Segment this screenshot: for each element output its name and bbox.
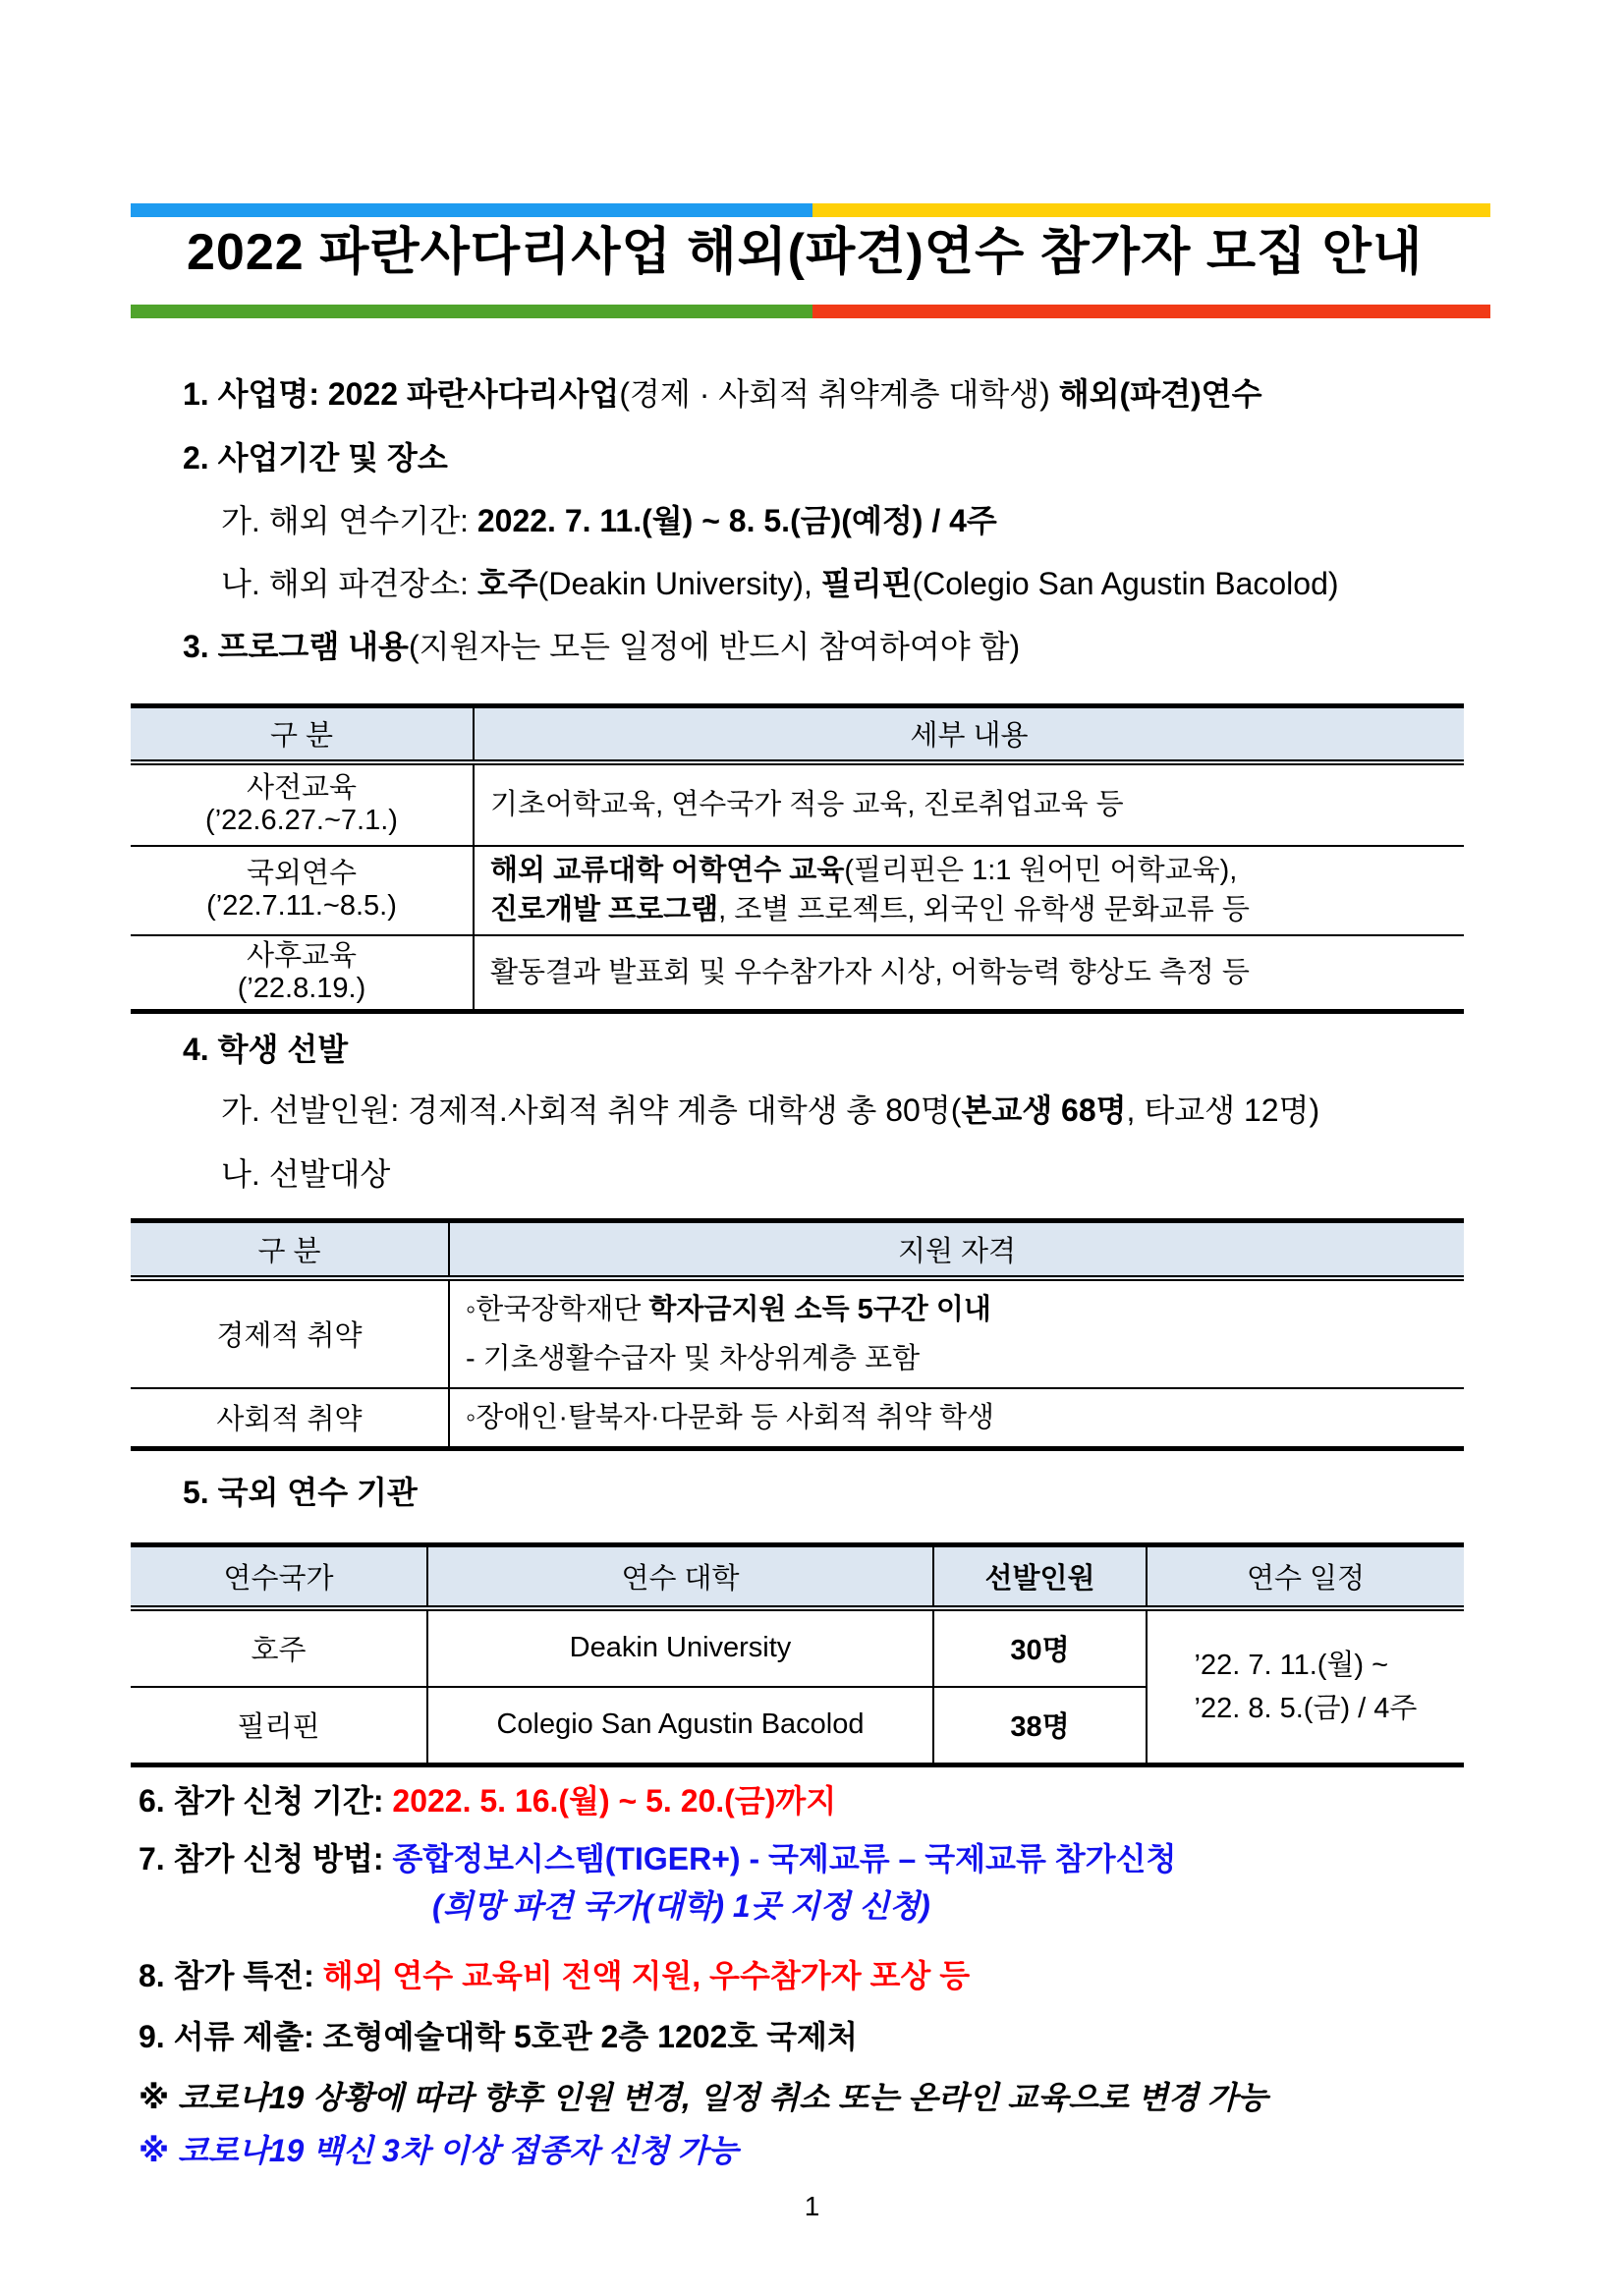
- economic-qualification-line-2: - 기초생활수급자 및 차상위계층 포함: [466, 1342, 921, 1374]
- overseas-details-normal-1: (필리핀은 1:1 원어민 어학교육),: [844, 855, 1238, 886]
- eligibility-row-economic: [131, 1278, 1464, 1388]
- location-university-2: (Colegio San Agustin Bacolod): [912, 566, 1339, 601]
- location-country-2: 필리핀: [820, 566, 913, 601]
- overseas-details-bold-2: 진로개발 프로그램: [490, 894, 719, 925]
- pre-education-details: 기초어학교육, 연수국가 적응 교육, 진로취업교육 등: [474, 762, 1464, 846]
- social-category-cell: 사회적 취약: [131, 1388, 449, 1449]
- section-1-program-type: 해외(파견)연수: [1058, 376, 1262, 412]
- australia-count-cell: 30명: [933, 1608, 1147, 1687]
- section-3-note: (지원자는 모든 일정에 반드시 참여하여야 함): [408, 629, 1021, 664]
- pre-education-name: 사전교육: [246, 772, 358, 804]
- benefits-label: 8. 참가 특전:: [139, 1958, 323, 1993]
- eligibility-table: [131, 1218, 1464, 1451]
- section-6-application-period: [139, 1780, 836, 1821]
- section-2-item-period: [221, 500, 997, 541]
- eligibility-table-header-row: [131, 1221, 1464, 1278]
- philippines-count-cell: 38명: [933, 1687, 1147, 1765]
- covid-vaccine-note: ※ 코로나19 백신 3차 이상 접종자 신청 가능: [139, 2133, 739, 2168]
- eligibility-header-category: 구 분: [131, 1221, 449, 1278]
- overseas-training-details: [474, 846, 1464, 935]
- eligibility-header-qualification: 지원 자격: [449, 1221, 1464, 1278]
- document-title: 2022 파란사다리사업 해외(파견)연수 참가자 모집 안내: [187, 224, 1424, 281]
- location-label: 나. 해외 파견장소:: [221, 566, 477, 601]
- program-table-header-row: [131, 706, 1464, 762]
- program-table-row-pre: [131, 762, 1464, 846]
- section-4-item-count: [221, 1090, 1319, 1131]
- economic-line1-bold: 학자금지원 소득 5구간 이내: [648, 1293, 991, 1325]
- schedule-line-2: ’22. 8. 5.(금) / 4주: [1194, 1692, 1418, 1724]
- post-education-name: 사후교육: [246, 939, 358, 972]
- application-method-note: (희망 파견 국가(대학) 1곳 지정 신청): [432, 1888, 930, 1924]
- covid-change-note: ※ 코로나19 상황에 따라 향후 인원 변경, 일정 취소 또는 온라인 교육으로 변경 가능: [139, 2080, 1268, 2115]
- section-8-benefits: [139, 1955, 970, 1996]
- overseas-training-date: (’22.7.11.~8.5.): [206, 890, 397, 922]
- overseas-details-bold-1: 해외 교류대학 어학연수 교육: [490, 855, 845, 886]
- program-table-row-overseas: [131, 846, 1464, 935]
- section-1-heading: [183, 373, 1262, 415]
- title-top-bar-blue-segment: [131, 203, 812, 217]
- section-1-label: 1. 사업명:: [183, 376, 328, 412]
- australia-university-cell: Deakin University: [427, 1608, 933, 1687]
- eligibility-row-social: [131, 1388, 1464, 1449]
- program-table-row-post: [131, 935, 1464, 1012]
- submission-value: 조형예술대학 5호관 2층 1202호 국제처: [322, 2019, 858, 2054]
- title-bottom-bar: [131, 305, 1490, 318]
- section-3-label: 3. 프로그램 내용: [183, 629, 409, 664]
- section-2-heading: 2. 사업기간 및 장소: [183, 440, 448, 476]
- social-qualification-cell: ◦장애인·탈북자·다문화 등 사회적 취약 학생: [449, 1388, 1464, 1449]
- economic-category-cell: 경제적 취약: [216, 1320, 363, 1352]
- page-number: 1: [804, 2191, 820, 2221]
- application-method-value: 종합정보시스템(TIGER+) - 국제교류 – 국제교류 참가신청: [392, 1841, 1177, 1876]
- overseas-details-normal-2: , 조별 프로젝트, 외국인 유학생 문화교류 등: [718, 894, 1250, 925]
- application-period-label: 6. 참가 신청 기간:: [139, 1783, 393, 1819]
- application-period-value: 2022. 5. 16.(월) ~ 5. 20.(금)까지: [392, 1783, 837, 1819]
- overseas-training-details-line-1: [490, 851, 1458, 890]
- pre-education-date: (’22.6.27.~7.1.): [205, 805, 398, 836]
- period-label: 가. 해외 연수기간:: [221, 503, 477, 538]
- philippines-country-cell: 필리핀: [131, 1687, 427, 1765]
- section-4-heading: 4. 학생 선발: [183, 1032, 349, 1067]
- application-method-label: 7. 참가 신청 방법:: [139, 1841, 393, 1876]
- title-top-bar: [131, 203, 1490, 217]
- section-9-document-submission: [139, 2016, 858, 2057]
- section-2-item-location: [221, 563, 1339, 604]
- training-schedule-block: [1195, 1644, 1418, 1730]
- program-table-header-category: 구 분: [131, 706, 474, 762]
- section-7-application-method: [139, 1838, 1176, 1879]
- institutions-header-country: 연수국가: [131, 1545, 427, 1608]
- selection-count-normal-2: , 타교생 12명): [1126, 1092, 1320, 1128]
- economic-qualification-cell: [449, 1278, 1464, 1388]
- post-education-category-cell: [131, 935, 474, 1012]
- philippines-university-cell: Colegio San Agustin Bacolod: [427, 1687, 933, 1765]
- location-country-1: 호주: [476, 566, 538, 601]
- selection-count-bold: 본교생 68명: [961, 1092, 1127, 1128]
- title-bottom-bar-red-segment: [812, 305, 1490, 318]
- section-5-heading: 5. 국외 연수 기관: [183, 1475, 418, 1510]
- institutions-table-header-row: [131, 1545, 1464, 1608]
- post-education-details: 활동결과 발표회 및 우수참가자 시상, 어학능력 향상도 측정 등: [474, 935, 1464, 1012]
- program-table-header-details: 세부 내용: [474, 706, 1464, 762]
- overseas-training-details-line-2: [490, 890, 1458, 929]
- section-3-heading: [183, 626, 1020, 667]
- economic-line1-normal: ◦한국장학재단: [466, 1293, 649, 1325]
- institutions-table: [131, 1542, 1464, 1767]
- program-content-table: [131, 703, 1464, 1014]
- schedule-line-1: ’22. 7. 11.(월) ~: [1194, 1649, 1389, 1681]
- title-bottom-bar-green-segment: [131, 305, 812, 318]
- benefits-value: 해외 연수 교육비 전액 지원, 우수참가자 포상 등: [322, 1958, 971, 1993]
- institutions-header-count: 선발인원: [933, 1545, 1147, 1608]
- section-4-item-target: 나. 선발대상: [221, 1156, 391, 1192]
- overseas-training-name: 국외연수: [246, 858, 358, 889]
- selection-count-normal-1: 가. 선발인원: 경제적.사회적 취약 계층 대학생 총 80명(: [221, 1092, 962, 1128]
- location-university-1: (Deakin University),: [537, 566, 821, 601]
- economic-qualification-line-1: [466, 1285, 1458, 1334]
- institutions-header-schedule: 연수 일정: [1147, 1545, 1464, 1608]
- institutions-row-australia: [131, 1608, 1464, 1687]
- overseas-training-category-cell: [131, 846, 474, 935]
- submission-label: 9. 서류 제출:: [139, 2019, 323, 2054]
- training-schedule-cell: [1147, 1608, 1464, 1765]
- pre-education-category-cell: [131, 762, 474, 846]
- institutions-header-university: 연수 대학: [427, 1545, 933, 1608]
- section-1-target-note: (경제 · 사회적 취약계층 대학생): [619, 376, 1059, 412]
- section-1-program-name: 2022 파란사다리사업: [327, 376, 620, 412]
- post-education-date: (’22.8.19.): [237, 972, 366, 1004]
- australia-country-cell: 호주: [251, 1635, 307, 1666]
- title-top-bar-yellow-segment: [812, 203, 1490, 217]
- period-value: 2022. 7. 11.(월) ~ 8. 5.(금)(예정) / 4주: [476, 503, 997, 538]
